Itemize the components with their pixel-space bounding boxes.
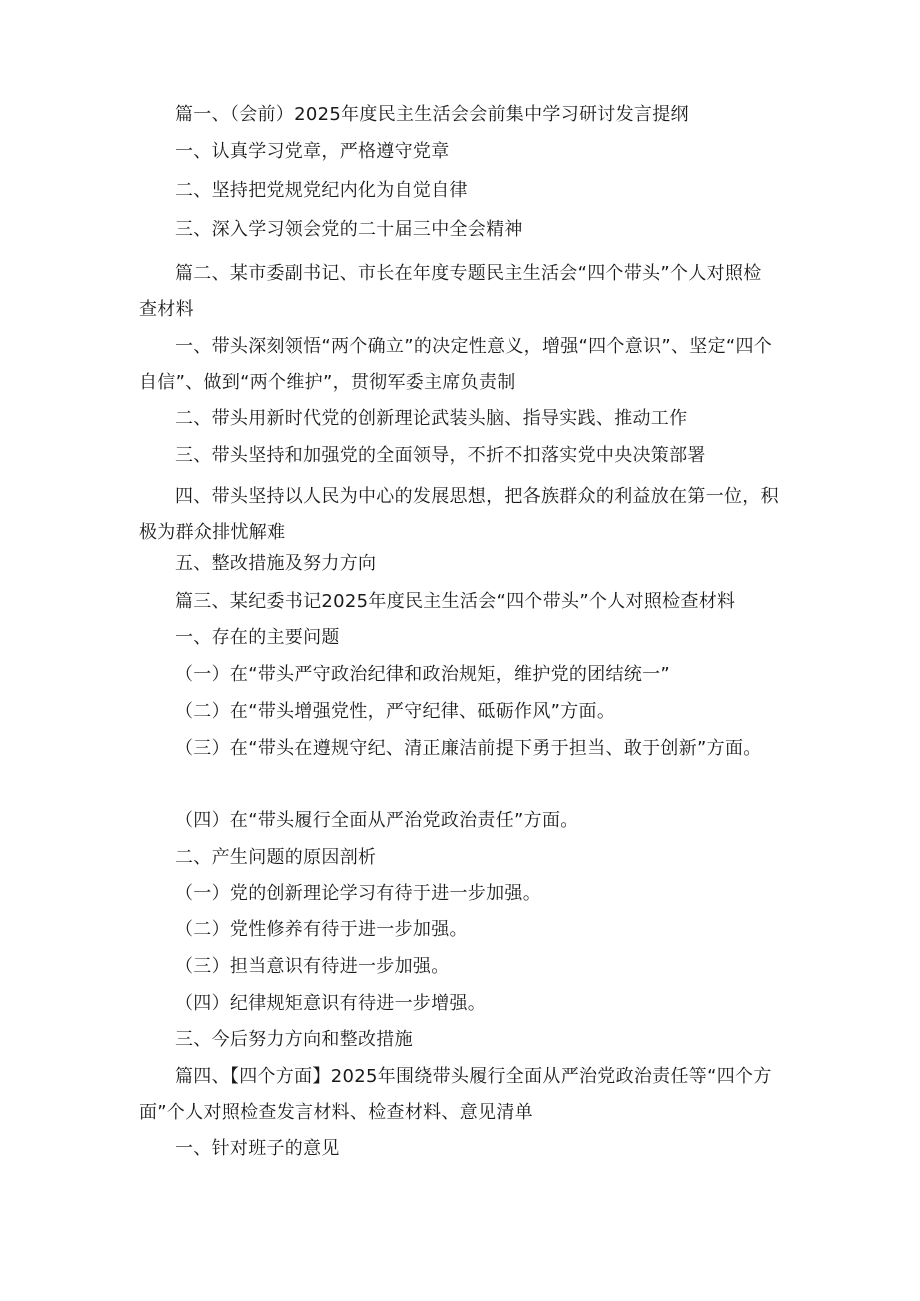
paragraph: 三、深入学习领会党的二十届三中全会精神 xyxy=(175,219,523,240)
paragraph: （一）在“带头严守政治纪律和政治规矩，维护党的团结统一” xyxy=(175,664,671,685)
paragraph: （二）党性修养有待于进一步加强。 xyxy=(175,919,468,940)
section-heading-2: 篇二、某市委副书记、市长在年度专题民主生活会“四个带头”个人对照检查材料 xyxy=(139,263,762,320)
paragraph: 四、带头坚持以人民为中心的发展思想，把各族群众的利益放在第一位，积极为群众排忧解难 xyxy=(139,486,779,543)
section-heading-3: 篇三、某纪委书记2025年度民主生活会“四个带头”个人对照检查材料 xyxy=(175,591,736,612)
paragraph: 二、带头用新时代党的创新理论武装头脑、指导实践、推动工作 xyxy=(175,408,688,429)
paragraph: 二、产生问题的原因剖析 xyxy=(175,847,377,868)
paragraph: 五、整改措施及努力方向 xyxy=(175,553,377,574)
paragraph: 三、今后努力方向和整改措施 xyxy=(175,1029,413,1050)
paragraph: 二、坚持把党规党纪内化为自觉自律 xyxy=(175,180,468,201)
paragraph: 一、存在的主要问题 xyxy=(175,627,340,648)
paragraph: （三）在“带头在遵规守纪、清正廉洁前提下勇于担当、敢于创新”方面。 xyxy=(175,738,762,759)
paragraph: （四）在“带头履行全面从严治党政治责任”方面。 xyxy=(175,810,579,831)
paragraph: 一、针对班子的意见 xyxy=(175,1138,340,1159)
paragraph: （四）纪律规矩意识有待进一步增强。 xyxy=(175,993,487,1014)
paragraph: 三、带头坚持和加强党的全面领导，不折不扣落实党中央决策部署 xyxy=(175,445,706,466)
paragraph: （一）党的创新理论学习有待于进一步加强。 xyxy=(175,883,541,904)
section-heading-1: 篇一、（会前）2025年度民主生活会会前集中学习研讨发言提纲 xyxy=(175,104,689,125)
paragraph: （二）在“带头增强党性，严守纪律、砥砺作风”方面。 xyxy=(175,701,616,722)
paragraph: （三）担当意识有待进一步加强。 xyxy=(175,956,450,977)
paragraph: 一、带头深刻领悟“两个确立”的决定性意义，增强“四个意识”、坚定“四个自信”、做到“两个维护”，贯彻军委主席负责制 xyxy=(139,336,773,393)
section-heading-4: 篇四、【四个方面】2025年围绕带头履行全面从严治党政治责任等“四个方面”个人对照检查发言材料、检查材料、意见清单 xyxy=(139,1066,772,1123)
paragraph: 一、认真学习党章，严格遵守党章 xyxy=(175,141,450,162)
